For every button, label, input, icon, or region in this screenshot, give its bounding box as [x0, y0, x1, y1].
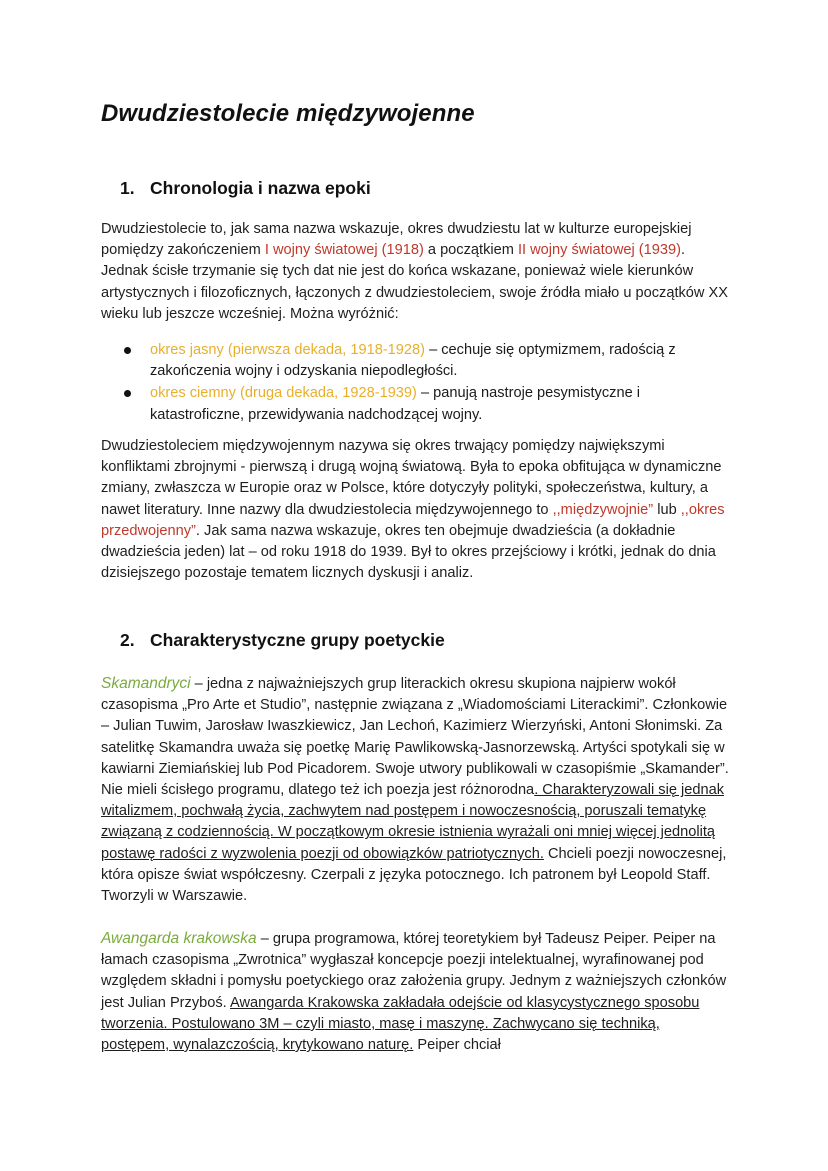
document-title: Dwudziestolecie międzywojenne — [101, 100, 475, 127]
section-2-title: Charakterystyczne grupy poetyckie — [150, 630, 445, 650]
alt-name-1: ,,międzywojnie” — [552, 501, 654, 518]
bullet-icon — [124, 347, 131, 354]
awangarda-text-1: – grupa programowa, której teoretykiem był Tadeusz Peiper. Peiper na łamach czasopisma „Zwrotnica” wygłaszał koncepcje poezji intelektualnej, wyrafinowanej pod względem składni i pomysłu poetyckiego oraz założenia grupy. Jednym z ważniejszych członków jest Julian Przyboś. — [101, 931, 727, 1011]
intro-text-3: . Jednak ścisłe trzymanie się tych dat nie jest do końca wskazane, ponieważ wiele kierunków artystycznych i filozoficznych, łączonych z dwudziestoleciem, swoje źródła miało u początków XX wieku lub jeszcze wcześniej. Można wyróżnić: — [101, 242, 728, 322]
period-list — [120, 340, 720, 427]
section-2-heading — [120, 630, 445, 651]
intro-text-1: Dwudziestolecie to, jak sama nazwa wskazuje, okres dwudziestu lat w kulturze europejskiej pomiędzy zakończeniem — [101, 221, 692, 259]
list-item — [120, 340, 720, 382]
para2-text-3: . Jak sama nazwa wskazuje, okres ten obejmuje dwadzieścia (a dokładnie dwadzieścia jeden) lat – od roku 1918 do 1939. Był to okres przejściowy i krótki, jednak do dnia dzisiejszego pozostaje tematem licznych dyskusji i analiz. — [101, 522, 716, 582]
intro-text-2: a początkiem — [423, 242, 518, 259]
section-1-second-paragraph — [101, 436, 731, 584]
awangarda-paragraph — [101, 928, 731, 1056]
awangarda-underlined: Awangarda Krakowska zakładała odejście od klasycystycznego sposobu tworzenia. Postulowano 3M – czyli miasto, masę i maszynę. Zachwycano się techniką, postępem, wynalazczością, krytykowano naturę. — [101, 994, 700, 1054]
section-1-title: Chronologia i nazwa epoki — [150, 178, 371, 198]
section-1-intro-paragraph — [101, 219, 731, 325]
alt-name-2: ,,okres przedwojenny” — [101, 501, 725, 539]
period-dark-label: okres ciemny (druga dekada, 1928-1939) — [150, 385, 417, 402]
period-bright-text: – cechuje się optymizmem, radością z zakończenia wojny i odzyskania niepodległości. — [150, 342, 676, 380]
skamandryci-text-2: Chcieli poezji nowoczesnej, która opisze świat współczesny. Czerpali z języka potocznego. Ich patronem był Leopold Staff. Tworzyli w Warszawie. — [101, 845, 727, 905]
awangarda-text-2: Peiper chciał — [413, 1037, 501, 1054]
ww1-highlight: I wojny światowej (1918) — [264, 242, 424, 259]
skamandryci-name: Skamandryci — [101, 675, 191, 692]
para2-text-2: lub — [653, 501, 681, 518]
para2-text-1: Dwudziestoleciem międzywojennym nazywa się okres trwający pomiędzy największymi konfliktami zbrojnymi - pierwszą i drugą wojną światową. Była to epoka obfitująca w dynamiczne zmiany, zwłaszcza w Europie oraz w Polsce, które dotyczyły polityki, społeczeństwa, kultury, a nawet literatury. Inne nazwy dla dwudziestolecia międzywojennego to — [101, 438, 722, 518]
section-1-heading — [120, 178, 371, 199]
skamandryci-text-1: – jedna z najważniejszych grup literackich okresu skupiona najpierw wokół czasopisma „Pro Arte et Studio”, następnie związana z „Wiadomościami Literackimi”. Członkowie – Julian Tuwim, Jarosław Iwaszkiewicz, Jan Lechoń, Kazimierz Wierzyński, Antoni Słonimski. Za satelitkę Skamandra uważa się poetkę Marię Pawlikowską-Jasnorzewską. Artyści spotykali się w kawiarni Ziemiańskiej lub Pod Picadorem. Swoje utwory publikowali w czasopiśmie „Skamander”. Nie mieli ścisłego programu, dlatego też ich poezja jest różnorodna — [101, 676, 729, 799]
ww2-highlight: II wojny światowej (1939) — [517, 242, 681, 259]
list-item — [120, 383, 720, 425]
skamandryci-underlined: . Charakteryzowali się jednak witalizmem, pochwałą życia, zachwytem nad postępem i nowoczesnością, poruszali tematykę związaną z codziennością. W początkowym okresie istnienia wyrażali oni mniej więcej jednolitą postawę radości z wyzwolenia poezji od obowiązków patriotycznych. — [101, 782, 724, 862]
section-1-number: 1. — [120, 178, 135, 198]
period-bright-label: okres jasny (pierwsza dekada, 1918-1928) — [150, 342, 426, 358]
skamandryci-paragraph — [101, 673, 731, 907]
awangarda-name: Awangarda krakowska — [101, 930, 257, 947]
bullet-icon — [124, 390, 131, 397]
period-dark-text: – panują nastroje pesymistyczne i katastroficzne, przewidywania nadchodzącej wojny. — [150, 385, 640, 423]
section-2-number: 2. — [120, 630, 135, 650]
